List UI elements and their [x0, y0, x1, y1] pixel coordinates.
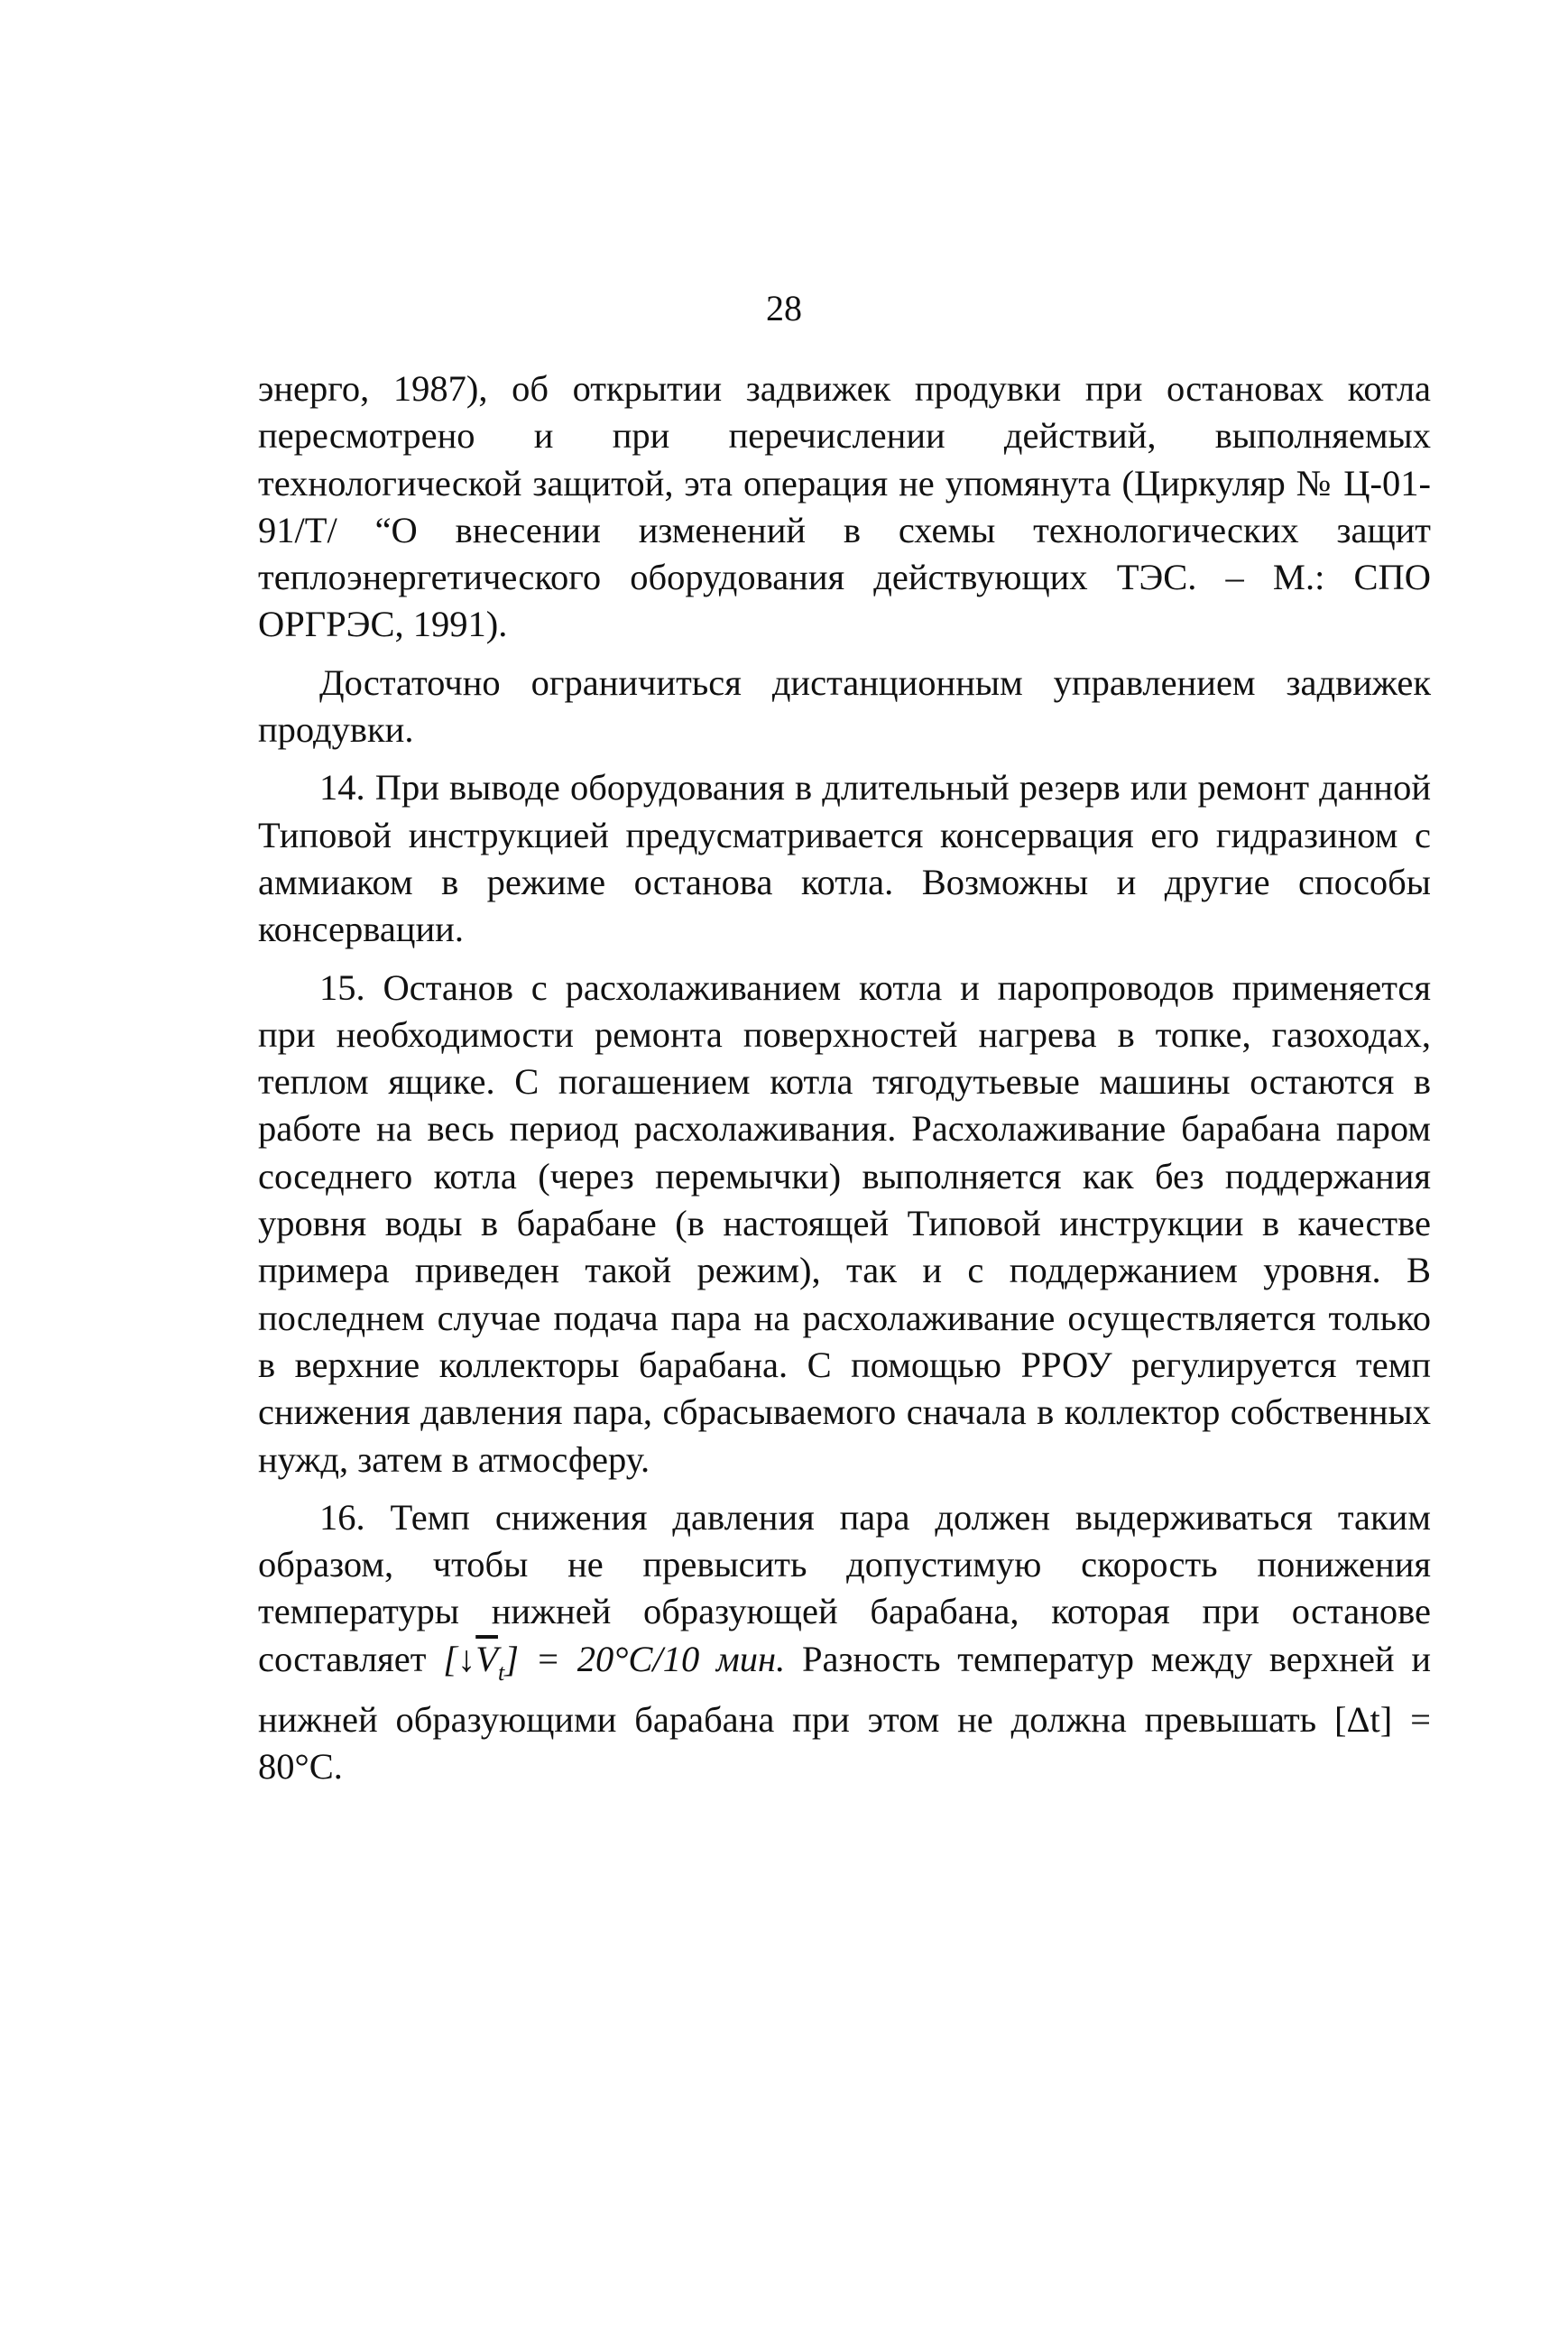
paragraph-16: [258, 1494, 1431, 1791]
formula-cooling-rate-symbol: $\overline{V}$: [475, 1638, 498, 1679]
paragraph-continuation: энерго, 1987), об открытии задвижек продувки при остановах котла пересмотрено и при перечислении действий, выполняемых технологической защитой, эта операция не упомянута (Циркуляр № Ц-01-91/Т/ “О внесении изменений в схемы технологических защит теплоэнергетического оборудования действующих ТЭС. – М.: СПО ОРГРЭС, 1991).: [258, 368, 1431, 645]
paragraph-16-text-2: Разность температур между верхней и нижней образующими барабана при этом не должна превышать: [258, 1638, 1431, 1741]
paragraph-15: 15. Останов с расхолаживанием котла и паропроводов применяется при необходимости ремонта поверхностей нагрева в топке, газоходах, теплом ящике. С погашением котла тягодутьевые машины остаются в работе на весь период расхолаживания. Расхолаживание барабана паром соседнего котла (через перемычки) выполняется как без поддержания уровня воды в барабане (в настоящей Типовой инструкции в качестве примера приведен такой режим), так и с поддержанием уровня. В последнем случае подача пара на расхолаживание осуществляется только в верхние коллекторы барабана. С помощью РРОУ регулируется темп снижения давления пара, сбрасываемого сначала в коллектор собственных нужд, затем в атмосферу.: [258, 966, 1431, 1480]
formula-cooling-rate-subscript: t: [497, 1659, 505, 1686]
paragraph-14: 14. При выводе оборудования в длительный резерв или ремонт данной Типовой инструкцией предусматривается консервация его гидразином с аммиаком в режиме останова котла. Возможны и другие способы консервации.: [258, 767, 1431, 950]
body-text: [258, 365, 1431, 1802]
page-number: 28: [766, 288, 802, 328]
formula-cooling-rate-value: ] = 20°С/10 мин.: [504, 1638, 786, 1679]
paragraph-remote-control: Достаточно ограничиться дистанционным управлением задвижек продувки.: [258, 661, 1431, 751]
formula-cooling-rate: [443, 1638, 786, 1686]
formula-temperature-difference: [Δt] = 80°С.: [258, 1699, 1431, 1788]
formula-cooling-rate-open: [↓: [443, 1638, 476, 1679]
paragraph-16-text-1: 16. Темп снижения давления пара должен выдерживаться таким образом, чтобы не превысить допустимую скорость понижения температуры нижней образующей барабана, которая при останове составляет: [258, 1496, 1431, 1679]
